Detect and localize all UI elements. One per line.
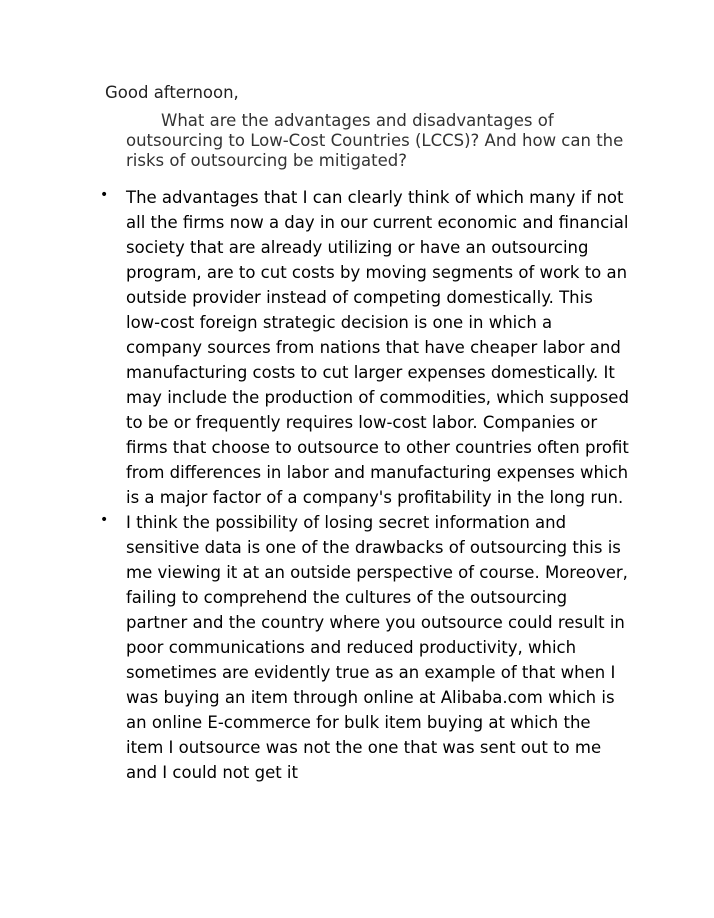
- bullet-list: [100, 185, 630, 785]
- question-text: What are the advantages and disadvantages of outsourcing to Low-Cost Countries (LCCS)? And how can the risks of outsourcing be mitigated?: [126, 111, 624, 170]
- bullet-icon: •: [100, 187, 109, 203]
- bullet-icon: •: [100, 512, 109, 528]
- bullet-item-disadvantages: [100, 510, 630, 785]
- bullet-item-advantages: [100, 185, 630, 510]
- greeting-text: Good afternoon,: [105, 83, 239, 102]
- bullet-text-disadvantages: I think the possibility of losing secret information and sensitive data is one of the drawbacks of outsourcing this is me viewing it at an outside perspective of course. Moreover, failing to comprehend the cultures of the outsourcing partner and the country where you outsource could result in poor communications and reduced productivity, which sometimes are evidently true as an example of that when I was buying an item through online at Alibaba.com which is an online E-commerce for bulk item buying at which the item I outsource was not the one that was sent out to me and I could not get it: [126, 513, 628, 782]
- bullet-text-advantages: The advantages that I can clearly think of which many if not all the firms now a day in our current economic and financial society that are already utilizing or have an outsourcing program, are to cut costs by moving segments of work to an outside provider instead of competing domestically. This low-cost foreign strategic decision is one in which a company sources from nations that have cheaper labor and manufacturing costs to cut larger expenses domestically. It may include the production of commodities, which supposed to be or frequently requires low-cost labor. Companies or firms that choose to outsource to other countries often profit from differences in labor and manufacturing expenses which is a major factor of a company's profitability in the long run.: [126, 188, 629, 507]
